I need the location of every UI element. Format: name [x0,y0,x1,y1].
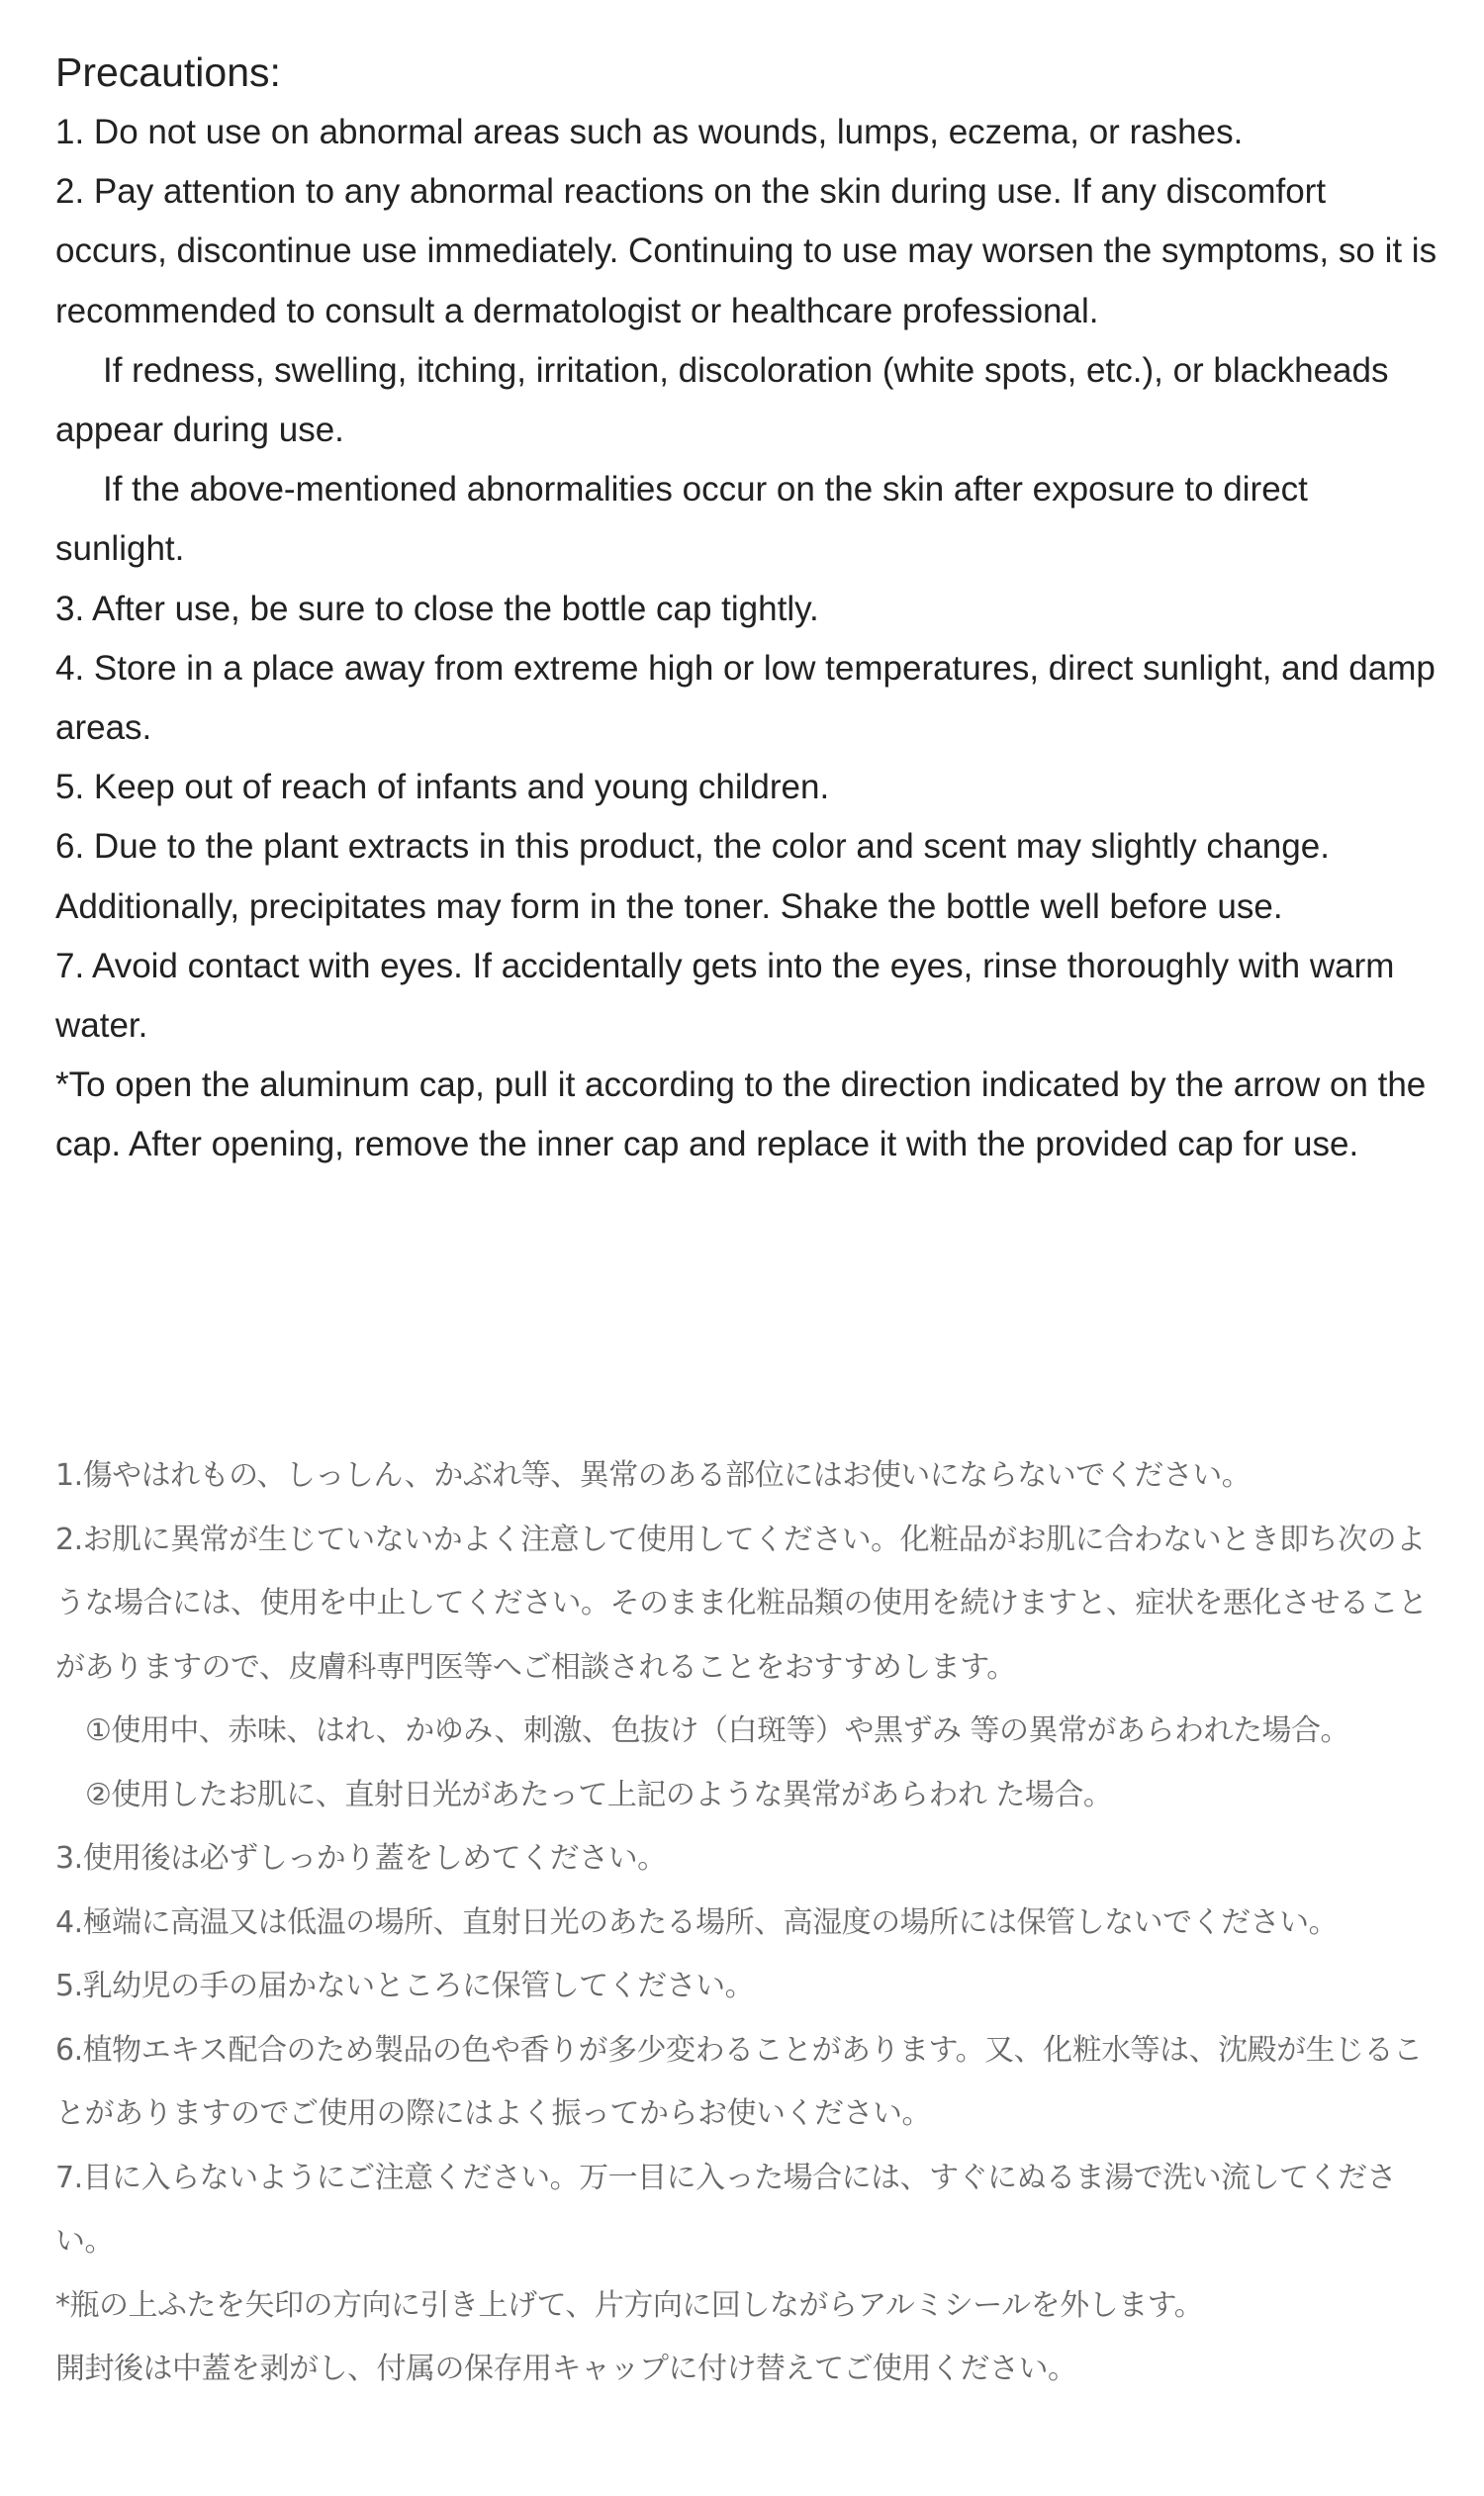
english-item-4: 4. Store in a place away from extreme high or low temperatures, direct sunlight, and damp areas. [55,648,1436,748]
english-item-2: 2. Pay attention to any abnormal reactions on the skin during use. If any discomfort occurs, discontinue use immediately. Continuing to use may worsen the symptoms, so it is recommended to consult a dermatologist or healthcare professional. [55,172,1438,330]
english-precautions-list [55,103,1440,1175]
japanese-precautions-section [55,1444,1440,2402]
japanese-item-2-sub-1: ①使用中、赤味、はれ、かゆみ、刺激、色抜け（白斑等）や黒ずみ 等の異常があらわれた場合。 [85,1713,1350,1748]
japanese-cap-note: *瓶の上ふたを矢印の方向に引き上げて、片方向に回しながらアルミシールを外します。 [55,2287,1204,2323]
english-item-7: 7. Avoid contact with eyes. If accidentally gets into the eyes, rinse thoroughly with warm water. [55,946,1395,1046]
japanese-item-7: 7.目に入らないようにご注意ください。万一目に入った場合には、すぐにぬるま湯で洗い流してください。 [55,2160,1397,2259]
precautions-title: Precautions: [55,49,281,95]
english-item-3: 3. After use, be sure to close the bottle cap tightly. [55,589,819,628]
english-item-6: 6. Due to the plant extracts in this product, the color and scent may slightly change. Additionally, precipitates may form in the toner. Shake the bottle well before use. [55,827,1330,926]
japanese-item-6: 6.植物エキス配合のため製品の色や香りが多少変わることがあります。又、化粧水等は、沈殿が生じることがありますのでご使用の際にはよく振ってからお使いください。 [55,2032,1423,2131]
english-item-2-sub-2: If the above-mentioned abnormalities occur on the skin after exposure to direct sunlight. [55,470,1308,569]
japanese-cap-note-2: 開封後は中蓋を剥がし、付属の保存用キャップに付け替えてご使用ください。 [55,2352,1077,2386]
english-item-1: 1. Do not use on abnormal areas such as wounds, lumps, eczema, or rashes. [55,113,1244,151]
japanese-item-3: 3.使用後は必ずしっかり蓋をしめてください。 [55,1841,667,1876]
english-item-5: 5. Keep out of reach of infants and young children. [55,768,830,807]
english-precautions-section [55,42,1440,1175]
japanese-item-1: 1.傷やはれもの、しっしん、かぶれ等、異常のある部位にはお使いにならないでください。 [55,1458,1252,1493]
japanese-item-5: 5.乳幼児の手の届かないところに保管してください。 [55,1969,755,2003]
japanese-item-2: 2.お肌に異常が生じていないかよく注意して使用してください。化粧品がお肌に合わないとき即ち次のような場合には、使用を中止してください。そのまま化粧品類の使用を続けますと、症状を悪化させることがありますので、皮膚科専門医等へご相談されることをおすすめします。 [55,1522,1428,1685]
english-cap-note: *To open the aluminum cap, pull it according to the direction indicated by the arrow on the cap. After opening, remove the inner cap and replace it with the provided cap for use. [55,1065,1427,1164]
japanese-item-4: 4.極端に高温又は低温の場所、直射日光のあたる場所、高湿度の場所には保管しないでください。 [55,1904,1339,1940]
japanese-precautions-list [55,1444,1440,2402]
japanese-item-2-sub-2: ②使用したお肌に、直射日光があたって上記のような異常があらわれ た場合。 [85,1777,1113,1812]
english-item-2-sub-1: If redness, swelling, itching, irritation, discoloration (white spots, etc.), or blackheads appear during use. [55,350,1389,450]
